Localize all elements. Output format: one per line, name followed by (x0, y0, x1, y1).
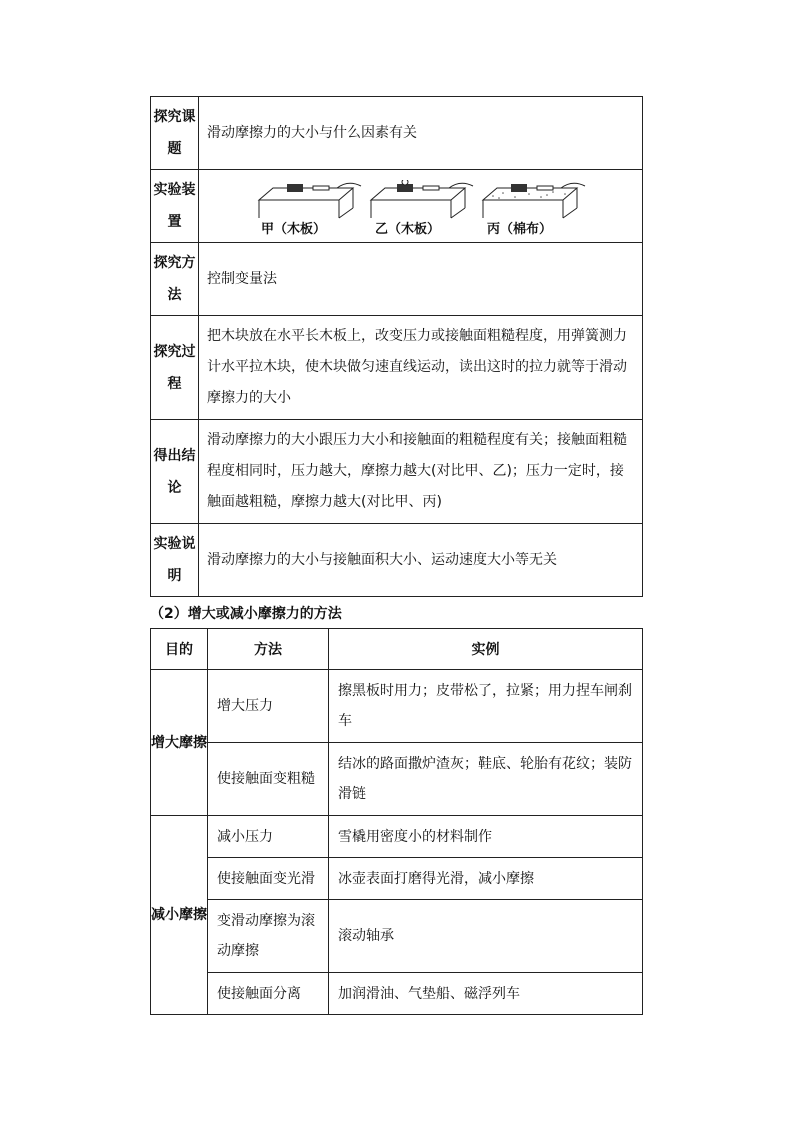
row-content-method: 控制变量法 (199, 243, 643, 316)
header-goal: 目的 (151, 629, 208, 670)
row-label-apparatus: 实验装置 (151, 170, 199, 243)
row-label-method: 探究方法 (151, 243, 199, 316)
method-cell: 使接触面变粗糙 (208, 743, 329, 816)
apparatus-label-c: 丙（棉布） (487, 222, 553, 237)
example-cell: 雪橇用密度小的材料制作 (329, 816, 643, 858)
goal-decrease: 减小摩擦 (151, 816, 208, 1015)
apparatus-figure-a (257, 180, 367, 222)
example-cell: 加润滑油、气垫船、磁浮列车 (329, 973, 643, 1015)
row-label-conclusion: 得出结论 (151, 420, 199, 524)
goal-increase: 增大摩擦 (151, 670, 208, 816)
method-cell: 减小压力 (208, 816, 329, 858)
header-method: 方法 (208, 629, 329, 670)
example-cell: 滚动轴承 (329, 900, 643, 973)
inquiry-table (150, 96, 643, 597)
friction-methods-table (150, 628, 643, 1015)
header-example: 实例 (329, 629, 643, 670)
row-content-process: 把木块放在水平长木板上，改变压力或接触面粗糙程度，用弹簧测力计水平拉木块，使木块做匀速直线运动，读出这时的拉力就等于滑动摩擦力的大小 (199, 316, 643, 420)
apparatus-figure-c (481, 180, 591, 222)
example-cell: 擦黑板时用力；皮带松了，拉紧；用力捏车闸刹车 (329, 670, 643, 743)
row-content-conclusion: 滑动摩擦力的大小跟压力大小和接触面的粗糙程度有关；接触面粗糙程度相同时，压力越大，摩擦力越大(对比甲、乙)；压力一定时，接触面越粗糙，摩擦力越大(对比甲、丙) (199, 420, 643, 524)
example-cell: 冰壶表面打磨得光滑，减小摩擦 (329, 858, 643, 900)
row-content-topic: 滑动摩擦力的大小与什么因素有关 (199, 97, 643, 170)
row-label-process: 探究过程 (151, 316, 199, 420)
apparatus-figure-b (369, 180, 479, 222)
apparatus-label-a: 甲（木板） (261, 222, 327, 237)
method-cell: 使接触面变光滑 (208, 858, 329, 900)
row-label-notes: 实验说明 (151, 524, 199, 597)
row-label-topic: 探究课题 (151, 97, 199, 170)
method-cell: 变滑动摩擦为滚动摩擦 (208, 900, 329, 973)
section-caption: （2）增大或减小摩擦力的方法 (150, 606, 342, 622)
apparatus-figure-cell (199, 170, 643, 243)
method-cell: 增大压力 (208, 670, 329, 743)
row-content-notes: 滑动摩擦力的大小与接触面积大小、运动速度大小等无关 (199, 524, 643, 597)
apparatus-label-b: 乙（木板） (375, 222, 441, 237)
method-cell: 使接触面分离 (208, 973, 329, 1015)
example-cell: 结冰的路面撒炉渣灰；鞋底、轮胎有花纹；装防滑链 (329, 743, 643, 816)
